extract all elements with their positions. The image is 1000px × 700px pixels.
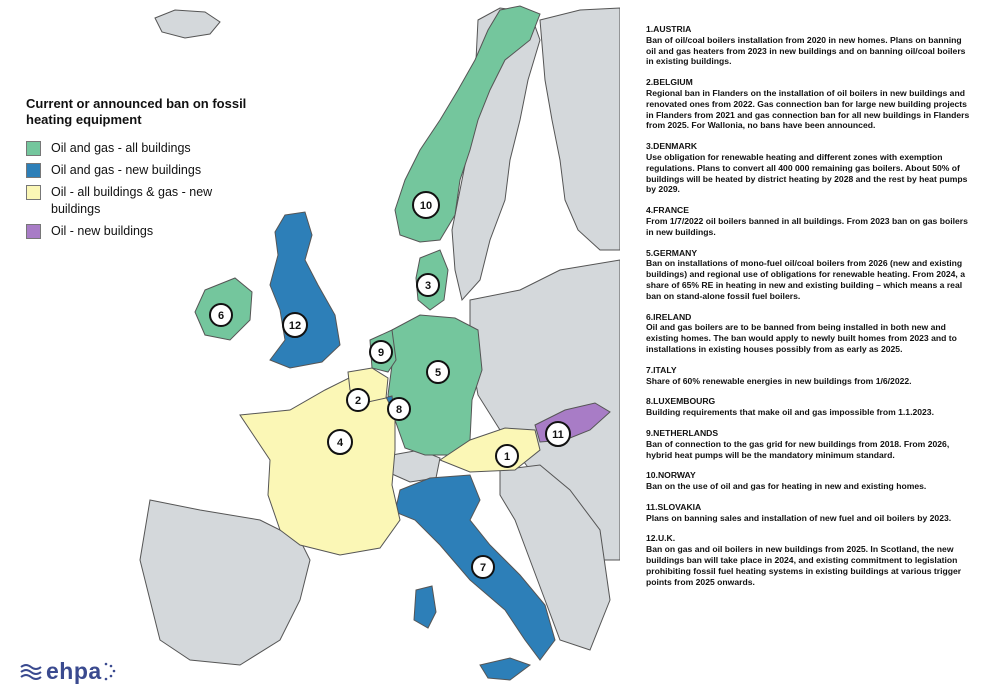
region-iceland <box>155 10 220 38</box>
legend-label: Oil - all buildings & gas - new buildings <box>51 185 213 216</box>
note-heading: 7.ITALY <box>646 364 677 375</box>
legend-label: Oil and gas - all buildings <box>51 141 191 155</box>
marker-label: 8 <box>395 404 403 416</box>
marker-label: 7 <box>479 562 487 574</box>
legend-title: Current or announced ban on fossil heating equipment <box>26 96 247 127</box>
note-text: Ban of connection to the gas grid for new buildings from 2018. From 2026, hybrid heat pumps will be the mandatory minimum standard. <box>646 438 950 460</box>
map-marker-8 <box>388 398 410 420</box>
region-uk <box>270 212 340 368</box>
country-notes <box>646 24 970 597</box>
map-marker-10 <box>413 192 439 218</box>
waves-icon <box>20 662 42 682</box>
note-norway <box>646 470 970 492</box>
map-marker-9 <box>370 341 392 363</box>
note-france <box>646 205 970 237</box>
note-heading: 12.U.K. <box>646 533 676 544</box>
legend-swatch <box>26 185 41 200</box>
map-marker-7 <box>472 556 494 578</box>
note-text: Regional ban in Flanders on the installation of oil boilers in new buildings and renovated ones from 2022. Gas connection ban for large new building projects in Flanders from 2021 and gas connection ban for all new buildings in Flanders from 2025. For Wallonia, no bans have been announced. <box>646 87 970 131</box>
note-text: Ban on installations of mono-fuel oil/coal boilers from 2026 (new and existing buildings) and regional use of obligations for renewable heating. From 2024, a share of 65% RE in heating in new and existing building – which means a real ban on stand-alone fossil fuel boilers. <box>646 258 965 301</box>
legend-swatch <box>26 141 41 156</box>
map-marker-4 <box>328 430 352 454</box>
marker-label: 5 <box>434 367 442 379</box>
marker-label: 10 <box>419 200 433 212</box>
note-italy <box>646 365 970 387</box>
legend-item <box>26 162 256 179</box>
legend-item <box>26 184 256 218</box>
map-marker-12 <box>283 313 307 337</box>
note-text: Ban of oil/coal boilers installation from 2020 in new homes. Plans on banning oil and gas heaters from 2023 in new buildings and on banning oil/coal boilers in existing buildings. <box>646 34 966 67</box>
note-heading: 10.NORWAY <box>646 470 696 481</box>
note-ireland <box>646 312 970 355</box>
legend-swatch <box>26 224 41 239</box>
note-heading: 2.BELGIUM <box>646 77 693 88</box>
note-heading: 3.DENMARK <box>646 141 698 152</box>
region-sardinia <box>414 586 436 628</box>
map-marker-5 <box>427 361 449 383</box>
note-text: Use obligation for renewable heating and different zones with exemption regulations. Plans to convert all 400 000 remaining gas boilers. About 50% of buildings will be heated by district heating by 2028 and the rest by heat pumps by 2029. <box>646 151 968 195</box>
note-text: Oil and gas boilers are to be banned from being installed in both new and existing homes. The ban would apply to newly built homes from 2023 and to installations in existing houses possibly from as early as 2025. <box>646 322 957 354</box>
note-austria <box>646 24 970 67</box>
map-legend <box>26 96 256 245</box>
note-text: Building requirements that make oil and gas impossible from 1.1.2023. <box>646 407 934 418</box>
legend-swatch <box>26 163 41 178</box>
legend-label: Oil - new buildings <box>51 224 154 238</box>
note-text: Plans on banning sales and installation of new fuel and oil boilers by 2023. <box>646 512 952 523</box>
region-finland <box>540 8 620 250</box>
note-text: Ban on the use of oil and gas for heating in new and existing homes. <box>646 481 927 492</box>
region-germany <box>388 315 482 455</box>
note-heading: 8.LUXEMBOURG <box>646 396 716 407</box>
marker-label: 6 <box>217 310 225 322</box>
stars-icon <box>102 661 118 683</box>
marker-label: 4 <box>336 437 344 449</box>
map-marker-1 <box>496 445 518 467</box>
note-slovakia <box>646 502 970 524</box>
legend-item <box>26 140 256 157</box>
logo-text: ehpa <box>46 658 102 684</box>
note-luxembourg <box>646 396 970 418</box>
note-heading: 4.FRANCE <box>646 205 689 216</box>
note-text: Share of 60% renewable energies in new buildings from 1/6/2022. <box>646 375 912 386</box>
marker-label: 12 <box>288 320 302 332</box>
map-marker-2 <box>347 389 369 411</box>
ehpa-logo <box>20 658 118 685</box>
note-germany <box>646 248 970 302</box>
note-netherlands <box>646 428 970 460</box>
note-belgium <box>646 77 970 131</box>
marker-label: 1 <box>503 451 511 463</box>
legend-label: Oil and gas - new buildings <box>51 163 202 177</box>
marker-label: 9 <box>377 347 385 359</box>
region-sicily <box>480 658 530 680</box>
map-marker-3 <box>417 274 439 296</box>
note-heading: 6.IRELAND <box>646 311 692 322</box>
map-marker-11 <box>546 422 570 446</box>
note-heading: 5.GERMANY <box>646 247 698 258</box>
marker-label: 11 <box>552 429 564 441</box>
note-text: Ban on gas and oil boilers in new buildings from 2025. In Scotland, the new buildings ban will take place in 2024, and existing commitment to legislation prohibiting fossil fuel heating systems in existing buildings at various trigger points from 2025 onwards. <box>646 544 962 587</box>
note-denmark <box>646 141 970 195</box>
note-uk <box>646 533 970 587</box>
note-heading: 1.AUSTRIA <box>646 24 692 34</box>
note-heading: 9.NETHERLANDS <box>646 427 719 438</box>
note-text: From 1/7/2022 oil boilers banned in all buildings. From 2023 ban on gas boilers in new buildings. <box>646 215 968 237</box>
marker-label: 3 <box>424 280 432 292</box>
legend-item <box>26 223 256 240</box>
note-heading: 11.SLOVAKIA <box>646 501 702 512</box>
map-marker-6 <box>210 304 232 326</box>
marker-label: 2 <box>354 395 362 407</box>
